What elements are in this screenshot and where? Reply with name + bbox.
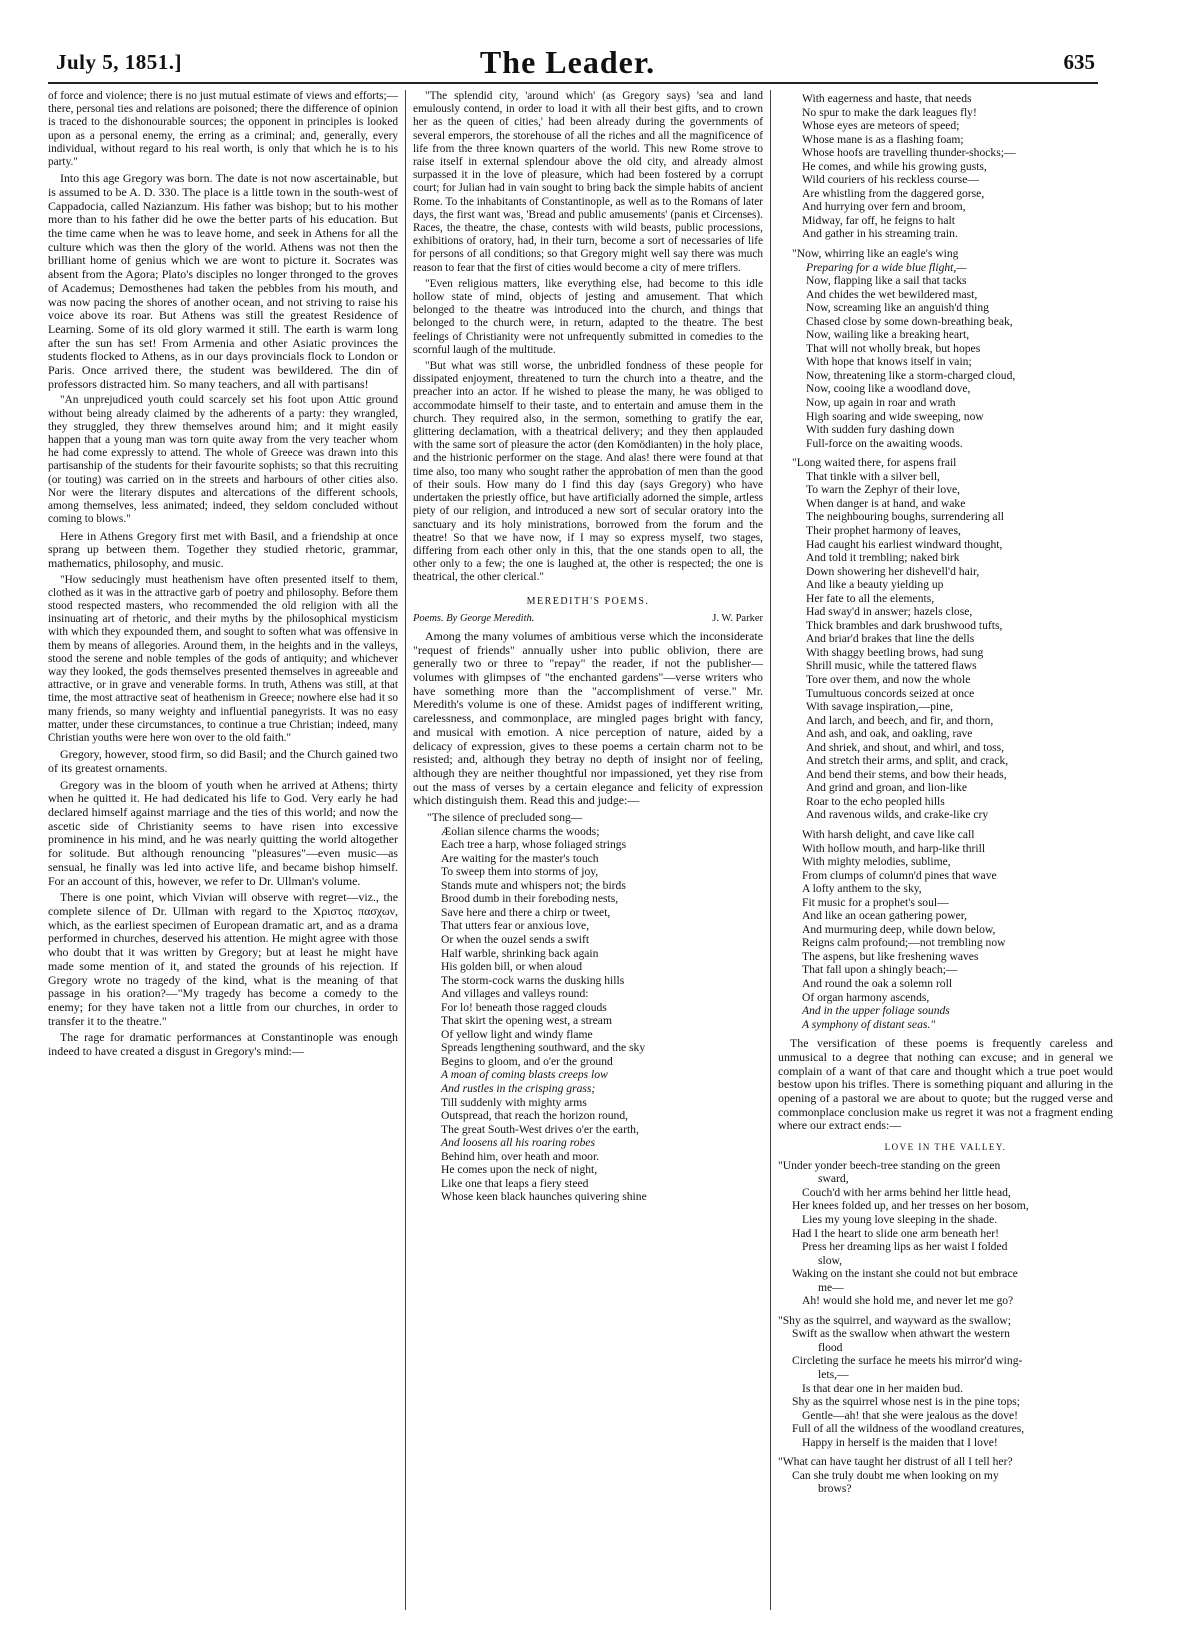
poem-line: Fit music for a prophet's soul— (802, 895, 949, 909)
poem-line: With mighty melodies, sublime, (802, 855, 951, 869)
poem-line: Brood dumb in their foreboding nests, (441, 892, 619, 906)
poem-line: And ravenous wilds, and crake-like cry (806, 808, 989, 822)
poem-line: Midway, far off, he feigns to halt (802, 213, 955, 227)
poem-line: Of organ harmony ascends, (802, 990, 930, 1004)
poem-line: And murmuring deep, while down below, (802, 922, 996, 936)
poem-stanza (778, 828, 1113, 1031)
poem-line: With hope that knows itself in vain; (806, 355, 972, 369)
poem-line: For lo! beneath those ragged clouds (441, 1000, 607, 1014)
poem-line: Gentle—ah! that she were jealous as the dove! (802, 1408, 1019, 1422)
poem-line: Of yellow light and windy flame (441, 1027, 593, 1041)
poem-line: High soaring and wide sweeping, now (806, 409, 984, 423)
poem-line: "Now, whirring like an eagle's wing (792, 247, 959, 261)
page-number: 635 (1063, 50, 1095, 74)
poem-line: The aspens, but like freshening waves (802, 949, 979, 963)
poem-line: "What can have taught her distrust of all I tell her? (778, 1455, 1013, 1469)
quoted-paragraph: "Even religious matters, like everything else, had become to this idle hollow state of mind, objects of jesting and amusement. That which belonged to the theatre was introduced into the church, and things that belonged to the church were, in return, adapted to the theatre. The best feelings of Christianity were not unfrequently submitted in comedies to the scornful laugh of the multitude. (413, 277, 763, 356)
poem-line: Now, screaming like an anguish'd thing (806, 301, 989, 315)
poem-line: And loosens all his roaring robes (441, 1136, 596, 1150)
poem-line: Whose eyes are meteors of speed; (802, 119, 960, 133)
poem-line: Wild couriers of his reckless course— (802, 173, 979, 187)
issue-date: July 5, 1851.] (56, 50, 183, 74)
poem-line: Waking on the instant she could not but embrace (792, 1267, 1018, 1281)
poem-line: And bend their stems, and bow their heads, (806, 767, 1007, 781)
poem-line: With shaggy beetling brows, had sung (806, 645, 984, 659)
poem-line: sward, (818, 1172, 849, 1186)
poem-line: Tore over them, and now the whole (806, 672, 971, 686)
poem-line: Whose hoofs are travelling thunder-shocks;— (802, 146, 1016, 160)
poem-line: Each tree a harp, whose foliaged strings (441, 838, 627, 852)
poem-line: With hollow mouth, and harp-like thrill (802, 841, 986, 855)
poem-line: "Shy as the squirrel, and wayward as the swallow; (778, 1313, 1012, 1327)
poem-line: A lofty anthem to the sky, (802, 882, 922, 896)
paragraph: Among the many volumes of ambitious verse which the inconsiderate "request of friends" annually usher into public oblivion, there are generally two or three to "repay" the reader, if not the publisher—volumes with glimpses of "the enchanted gardens"—verse writers who have something more than the "accomplishment of verse." Mr. Meredith's volume is one of these. Amidst pages of indifferent writing, carelessness, and commonplace, are mingled pages bright with fancy, and musical with emotion. A nice perception of nature, aided by a delicacy of expression, gives to these poems a certain charm not to be resisted; and, although they betray no depth of insight nor of feeling, although they are neither thoughtful nor impassioned, yet they rise from out the mass of verses by a certain elegance and felicity of expression which distinguish them. Read this and judge:— (413, 628, 763, 808)
poem-line: And round the oak a solemn roll (802, 977, 953, 990)
poem-line: Down showering her dishevell'd hair, (806, 564, 980, 578)
poem-line: Begins to gloom, and o'er the ground (441, 1054, 613, 1068)
poem-line: And like an ocean gathering power, (802, 909, 968, 923)
poem-line: Stands mute and whispers not; the birds (441, 878, 626, 892)
poem-line: And gather in his streaming train. (802, 227, 958, 241)
poem-line: Now, cooing like a woodland dove, (806, 382, 971, 396)
poem-line: A moan of coming blasts creeps low (441, 1068, 608, 1082)
poem-line: "Long waited there, for aspens frail (792, 456, 957, 470)
poem-line: When danger is at hand, and wake (806, 496, 966, 510)
poem-line: Now, wailing like a breaking heart, (806, 328, 970, 342)
poem-line: That skirt the opening west, a stream (441, 1014, 612, 1028)
column-2 (413, 90, 763, 1605)
paragraph: of force and violence; there is no just mutual estimate of views and efforts;—there, personal ties and relations are poisoned; there the difference of opinion is traced to the dishonourable sources; the opponent in principles is looked upon as a personal enemy, the erring as a criminal; and, generally, every individual, without regard to his real worth, is only that which he is to his party." (48, 90, 398, 169)
poem-stanza (778, 1455, 1113, 1496)
page-header (40, 44, 1095, 78)
poem-line: Are waiting for the master's touch (441, 851, 599, 865)
poem-line: Circleting the surface he meets his mirror'd wing- (792, 1354, 1023, 1368)
paragraph: The versification of these poems is frequently careless and unmusical to a degree that nothing can excuse; and in general we complain of a want of that care and thought which a true poet would bestow upon his trifles. There is something piquant and alluring in the opening of a pastoral we are about to quote; but the rugged verse and commonplace conclusion make us regret it was not a fragment ending where our extract ends:— (778, 1036, 1113, 1133)
poem-line: That tinkle with a silver bell, (806, 469, 940, 483)
poem-line: Had caught his earliest windward thought, (806, 537, 1003, 551)
poem-line: To warn the Zephyr of their love, (806, 483, 961, 497)
poem-line: With harsh delight, and cave like call (802, 827, 975, 841)
poem-line: me— (818, 1280, 844, 1294)
poem-line: That utters fear or anxious love, (441, 919, 590, 933)
poem-stanza (778, 92, 1113, 241)
poem-line: Tumultuous concords seized at once (806, 686, 975, 700)
poem-line: Had I the heart to slide one arm beneath her! (792, 1226, 999, 1240)
poem-line: flood (818, 1340, 843, 1354)
poem-line: Shy as the squirrel whose nest is in the pine tops; (792, 1395, 1020, 1409)
poem-line: Thick brambles and dark brushwood tufts, (806, 618, 1003, 632)
poem-line: That fall upon a shingly beach;— (802, 963, 958, 977)
column-divider (770, 90, 771, 1610)
poem-line: Is that dear one in her maiden bud. (802, 1381, 963, 1395)
poem-line: Lies my young love sleeping in the shade. (802, 1213, 998, 1226)
poem-line: And larch, and beech, and fir, and thorn, (806, 713, 994, 727)
poem-line: And shriek, and shout, and whirl, and toss, (806, 740, 1005, 754)
poem-line: No spur to make the dark leagues fly! (802, 105, 977, 119)
publisher: J. W. Parker (712, 613, 763, 625)
poem-line: brows? (818, 1482, 852, 1496)
poem-line: Can she truly doubt me when looking on my (792, 1468, 999, 1482)
poem-line: From clumps of column'd pines that wave (802, 868, 997, 882)
poem-line: Outspread, that reach the horizon round, (441, 1109, 629, 1123)
poem-line: And grind and groan, and lion-like (806, 781, 967, 795)
poem-line: Now, threatening like a storm-charged cloud, (806, 368, 1016, 382)
column-3 (778, 90, 1113, 1605)
poem-line: He comes upon the neck of night, (441, 1163, 598, 1177)
poem-line: And rustles in the crisping grass; (441, 1082, 596, 1095)
poem-line: Whose mane is as a flashing foam; (802, 132, 964, 146)
paragraph: The rage for dramatic performances at Constantinople was enough indeed to have created a disgust in Gregory's mind:— (48, 1030, 398, 1059)
poem-line: Her fate to all the elements, (806, 591, 935, 605)
quoted-paragraph: "An unprejudiced youth could scarcely set his foot upon Attic ground without being already claimed by the adherents of a party: they wrangled, they struggled, they threw themselves around him; and it might easily happen that a young man was torn quite away from the very teacher whom he had come expressly to attend. The whole of Greece was drawn into this partisanship of the students for their favourite sophists; so that this recruiting (or touting) was carried on in the streets and harbours of other cities also. Nor were the literary disputes and altercations of the different schools, among themselves, less animated; indeed, they seldom concluded without coming to blows." (48, 394, 398, 526)
poem-line: Now, up again in roar and wrath (806, 396, 956, 410)
book-title: Poems. By George Meredith. (413, 613, 535, 625)
poem-stanza (778, 1314, 1113, 1449)
poem-stanza (778, 247, 1113, 450)
poem-stanza (778, 456, 1113, 822)
poem-line: The great South-West drives o'er the earth, (441, 1122, 639, 1136)
poem-line: Preparing for a wide blue flight,— (806, 260, 967, 274)
poem-line: And in the upper foliage sounds (802, 1004, 950, 1018)
poem-line: Full-force on the awaiting woods. (806, 436, 963, 450)
poem-line: Shrill music, while the tattered flaws (806, 659, 977, 673)
poem-line: A symphony of distant seas." (802, 1017, 936, 1031)
poem-line: Save here and there a chirp or tweet, (441, 905, 611, 919)
poem-line: Behind him, over heath and moor. (441, 1149, 600, 1163)
poem-line: And briar'd brakes that line the dells (806, 632, 975, 646)
poem-line: With eagerness and haste, that needs (802, 92, 972, 105)
poem-line: Like one that leaps a fiery steed (441, 1176, 589, 1190)
poem-line: Spreads lengthening southward, and the sky (441, 1041, 646, 1055)
paragraph: Gregory, however, stood firm, so did Basil; and the Church gained two of its greatest ornaments. (48, 747, 398, 775)
poem-line: That will not wholly break, but hopes (806, 341, 981, 355)
poem-line: Couch'd with her arms behind her little head, (802, 1185, 1011, 1199)
poem-line: With savage inspiration,—pine, (806, 700, 953, 714)
poem-line: To sweep them into storms of joy, (441, 865, 599, 879)
poem-line: Half warble, shrinking back again (441, 946, 599, 960)
poem-extract (413, 811, 763, 1204)
poem-line: The storm-cock warns the dusking hills (441, 973, 625, 987)
poem-line: And hurrying over fern and broom, (802, 200, 966, 214)
header-rule (48, 82, 1098, 84)
poem-line: With sudden fury dashing down (806, 423, 955, 437)
poem-line: "Under yonder beech-tree standing on the green (778, 1158, 1001, 1172)
poem-line: Swift as the swallow when athwart the western (792, 1327, 1010, 1341)
poem-stanza (778, 1159, 1113, 1308)
paragraph: Into this age Gregory was born. The date is not now ascertainable, but is assumed to be A. D. 330. The place is a little town in the south-west of Cappadocia, called Nazianzum. His father was bishop; but to his mother more than to his father did he owe the better parts of his education. But the time came when he was to leave home, and seek in Athens for all the culture which was then the glory of the world. Athens was not then the brilliant home of genius which we are wont to picture it. Socrates was absent from the Agora; Plato's disciples no longer thronged to the groves of Academus; Demosthenes had taken the pebbles from his mouth, and was now pacing the shores of another ocean, and not striving to raise his voice above its roar. But Athens was still the greatest Residence of Learning. Some of its old glory warmed it still. The earth is warm long after the sun has set! From Armenia and other Asiatic provinces the students flocked to Athens, as in our days provincials flock to London or Paris. Once arrived there, the student was bewildered. The din of professors distracted him. So many teachers, and all with partisans! (48, 171, 398, 391)
poem-line: "The silence of precluded song— (427, 811, 583, 825)
masthead-title: The Leader. (479, 44, 656, 80)
poem-line: Roar to the echo peopled hills (806, 794, 945, 808)
poem-line: lets,— (818, 1368, 849, 1382)
column-divider (405, 90, 406, 1610)
column-1 (48, 90, 398, 1605)
poem-line: And ash, and oak, and oakling, rave (806, 727, 973, 741)
poem-line: Ah! would she hold me, and never let me go? (802, 1294, 1014, 1308)
poem-line: Happy in herself is the maiden that I love! (802, 1435, 998, 1449)
poem-line: And like a beauty yielding up (806, 578, 944, 592)
quoted-paragraph: "How seducingly must heathenism have often presented itself to them, clothed as it was in the attractive garb of poetry and philosophy. Before them stood respected masters, who recommended the old religion with all the insinuating art of rhetoric, and their myths by the philosophical mysticism with which they expounded them, and sought to soften what was offensive in them by means of allegories. Around them, in the heights and in the valleys, stood the serene and noble temples of the gods of antiquity; and whichever way they looked, the gods themselves presented themselves in agreeable and attractive, or in grave and venerable forms. In truth, Athens was still, at that time, the most attractive seat of heathenism in Greece; nowhere else had it so many friends, so many weighty and influential panegyrists. It was no easy matter, under these circumstances, to continue a true Christian; indeed, many Christian youths were here won over to the old faith." (48, 573, 398, 745)
poem-line: He comes, and while his growing gusts, (802, 159, 987, 173)
poem-line: And chides the wet bewildered mast, (806, 287, 978, 301)
paragraph: Here in Athens Gregory first met with Basil, and a friendship at once sprang up between them. Together they studied rhetoric, grammar, mathematics, philosophy, and music. (48, 528, 398, 570)
poem-line: Now, flapping like a sail that tacks (806, 274, 967, 288)
poem-line: His golden bill, or when aloud (441, 960, 583, 974)
poem-line: Æolian silence charms the woods; (441, 824, 600, 838)
book-citation (413, 612, 763, 626)
poem-line: Her knees folded up, and her tresses on her bosom, (792, 1199, 1029, 1213)
section-title: MEREDITH'S POEMS. (526, 595, 650, 607)
poem-line: Whose keen black haunches quivering shine (441, 1190, 647, 1204)
paragraph: Gregory was in the bloom of youth when he arrived at Athens; thirty when he quitted it. He had dedicated his life to God. Very early he had declared himself against marriage and the ties of this world; and now the ascetic side of Christianity seems to have risen into excessive prominence in his mind, and he was nearly quitting the world altogether for solitude. But although renouncing "pleasures"—even music—as sensual, he finally was led into active life, and became bishop himself. For an account of this, however, we refer to Dr. Ullman's volume. (48, 777, 398, 888)
poem-line: Had sway'd in answer; hazels close, (806, 605, 973, 619)
poem-line: Are whistling from the daggered gorse, (802, 186, 985, 200)
poem-line: Or when the ouzel sends a swift (441, 932, 590, 946)
poem-line: Press her dreaming lips as her waist I folded (802, 1240, 1008, 1254)
poem-line: And villages and valleys round: (441, 987, 589, 1001)
poem-line: Reigns calm profound;—not trembling now (802, 936, 1006, 950)
poem-line: And stretch their arms, and split, and crack, (806, 754, 1009, 768)
poem-line: Full of all the wildness of the woodland creatures, (792, 1422, 1025, 1436)
poem-line: slow, (818, 1253, 843, 1267)
poem-title: LOVE IN THE VALLEY. (884, 1142, 1007, 1153)
poem-line: And told it trembling; naked birk (806, 551, 960, 565)
quoted-paragraph: "But what was still worse, the unbridled fondness of these people for dissipated enjoyment, threatened to turn the church into a theatre, and the preacher into an actor. If he wished to please the many, he was obliged to accommodate himself to their taste, and to entertain and amuse them in the church. They required also, in the sermon, something to gratify the ear, glittering declamation, with a theatrical delivery; and they then applauded with the same sort of pleasure the actor (den Komödianten) in the holy place, and the histrionic performer on the stage. And alas! there were found at that time also, too many who sought rather the approbation of men than the good of their souls. How many do I find this day (says Gregory) who have undertaken the priestly office, but have artificially adorned the simple, artless piety of our religion, and introduced a new sort of secular oratory into the sanctuary and its holy ministrations, borrowed from the forum and the theatre! So that we have now, if I may so express myself, two stages, differing from each other only in this, that the one stands open to all, the other only to a few; the one is laughed at, the other is respected; the one is theatrical, the other clerical." (413, 360, 763, 584)
paragraph: There is one point, which Vivian will observe with regret—viz., the complete silence of Dr. Ullman with regard to the Χριστος πασχων, which, as the earliest specimen of European dramatic art, and as a drama performed in churches, deserved his attention. He might agree with those who doubt that it was written by Gregory; but at least he might have made some mention of it, and stated the grounds of his rejection. If Gregory wrote no tragedy of the kind, what is the meaning of that passage in his oration?—"My tragedy has become a comedy to the enemy; for they have taken not a little from our churches, in order to transfer it to the theatre." (48, 890, 398, 1028)
poem-line: Chased close by some down-breathing beak, (806, 314, 1013, 328)
poem-line: The neighbouring boughs, surrendering all (806, 510, 1005, 524)
quoted-paragraph: "The splendid city, 'around which' (as Gregory says) 'sea and land emulously contend, in order to load it with all their best gifts, and to crown her as the queen of cities,' had been already during the governments of several emperors, the storehouse of all the riches and all the magnificence of life from the three known quarters of the world. This new Rome strove to raise itself in external splendour above the old city, and already almost surpassed it in the love of pleasure, which had been fostered by a corrupt court; for Julian had in vain sought to bring back the simple habits of ancient Rome. To the inhabitants of Constantinople, as well as to the Romans of later days, the first want was, 'Bread and public amusements' (panis et Circenses). Races, the theatre, the chase, contests with wild beasts, public processions, exhibitions of oratory, had, in their turn, become a sort of necessaries of life for persons of all conditions; so that Gregory might well say there was much reason to fear that the first of cities would become a city of mere triflers. (413, 90, 763, 274)
poem-line: Till suddenly with mighty arms (441, 1095, 587, 1109)
poem-line: Their prophet harmony of leaves, (806, 523, 961, 537)
